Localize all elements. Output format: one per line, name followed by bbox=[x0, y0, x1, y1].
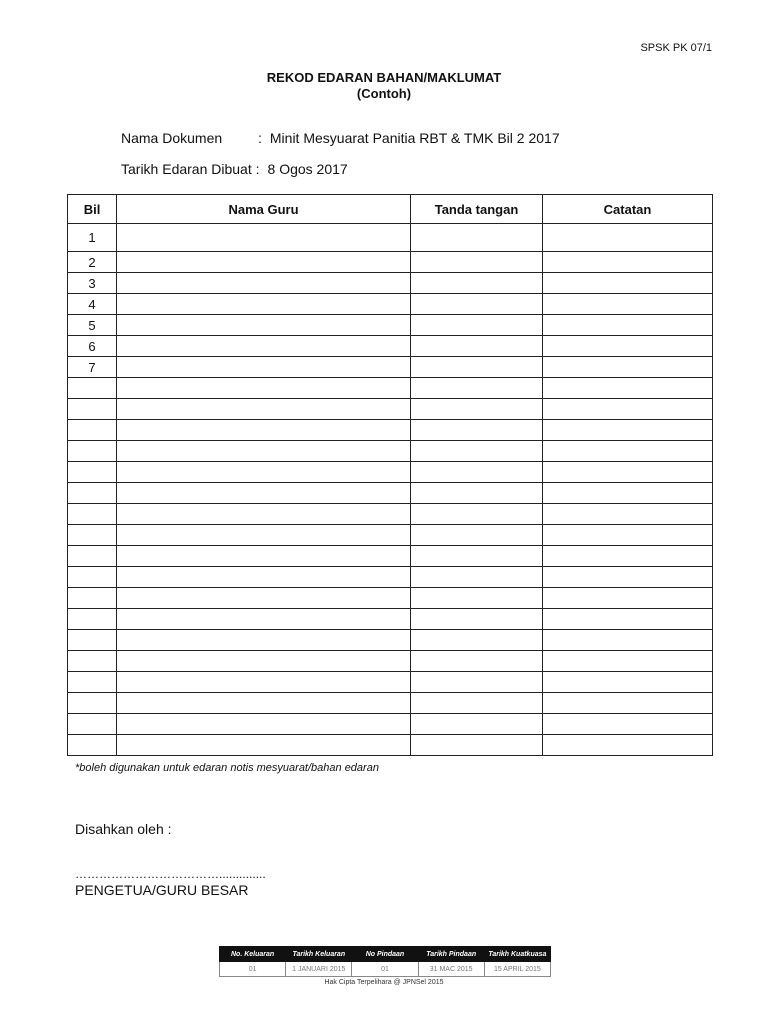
row-catatan-cell[interactable] bbox=[543, 378, 713, 399]
page-subtitle: (Contoh) bbox=[356, 86, 412, 101]
row-catatan-cell[interactable] bbox=[543, 315, 713, 336]
row-bil-cell bbox=[68, 399, 117, 420]
row-bil-cell bbox=[68, 672, 117, 693]
table-header-row bbox=[68, 195, 713, 224]
row-nama-guru-cell[interactable] bbox=[117, 224, 411, 252]
row-nama-guru-cell[interactable] bbox=[117, 462, 411, 483]
row-bil-cell bbox=[68, 630, 117, 651]
row-bil-cell bbox=[68, 462, 117, 483]
circulation-table bbox=[67, 194, 713, 756]
row-catatan-cell[interactable] bbox=[543, 399, 713, 420]
row-tanda-tangan-cell[interactable] bbox=[411, 714, 543, 735]
revision-value: 15 APRIL 2015 bbox=[484, 962, 550, 977]
row-bil-cell bbox=[68, 420, 117, 441]
row-bil-cell: 5 bbox=[68, 315, 117, 336]
table-row bbox=[68, 273, 713, 294]
table-row bbox=[68, 672, 713, 693]
row-catatan-cell[interactable] bbox=[543, 672, 713, 693]
table-row bbox=[68, 378, 713, 399]
table-row bbox=[68, 252, 713, 273]
row-bil-cell: 7 bbox=[68, 357, 117, 378]
row-catatan-cell[interactable] bbox=[543, 462, 713, 483]
row-catatan-cell[interactable] bbox=[543, 504, 713, 525]
revision-header: Tarikh Keluaran bbox=[286, 947, 352, 962]
row-nama-guru-cell[interactable] bbox=[117, 609, 411, 630]
row-bil-cell bbox=[68, 504, 117, 525]
document-heading bbox=[0, 70, 768, 102]
row-bil-cell bbox=[68, 609, 117, 630]
row-tanda-tangan-cell[interactable] bbox=[411, 294, 543, 315]
row-tanda-tangan-cell[interactable] bbox=[411, 672, 543, 693]
row-catatan-cell[interactable] bbox=[543, 588, 713, 609]
row-bil-cell bbox=[68, 714, 117, 735]
row-nama-guru-cell[interactable] bbox=[117, 630, 411, 651]
issue-date-row bbox=[121, 161, 348, 177]
table-row bbox=[68, 567, 713, 588]
copyright-notice: Hak Cipta Terpelihara @ JPNSel 2015 bbox=[324, 979, 444, 986]
table-row bbox=[68, 651, 713, 672]
revision-value: 01 bbox=[220, 962, 286, 977]
row-nama-guru-cell[interactable] bbox=[117, 399, 411, 420]
verified-by-label: Disahkan oleh : bbox=[75, 821, 172, 837]
row-bil-cell: 1 bbox=[68, 224, 117, 252]
row-tanda-tangan-cell[interactable] bbox=[411, 252, 543, 273]
row-tanda-tangan-cell[interactable] bbox=[411, 525, 543, 546]
row-tanda-tangan-cell[interactable] bbox=[411, 735, 543, 756]
revision-header: No Pindaan bbox=[352, 947, 418, 962]
revision-value: 1 JANUARI 2015 bbox=[286, 962, 352, 977]
row-nama-guru-cell[interactable] bbox=[117, 546, 411, 567]
row-bil-cell bbox=[68, 441, 117, 462]
row-tanda-tangan-cell[interactable] bbox=[411, 588, 543, 609]
row-nama-guru-cell[interactable] bbox=[117, 504, 411, 525]
row-nama-guru-cell[interactable] bbox=[117, 420, 411, 441]
row-tanda-tangan-cell[interactable] bbox=[411, 651, 543, 672]
row-nama-guru-cell[interactable] bbox=[117, 294, 411, 315]
row-nama-guru-cell[interactable] bbox=[117, 735, 411, 756]
row-catatan-cell[interactable] bbox=[543, 273, 713, 294]
document-name-separator: : bbox=[258, 130, 262, 146]
row-tanda-tangan-cell[interactable] bbox=[411, 567, 543, 588]
issue-date-label: Tarikh Edaran Dibuat : bbox=[121, 161, 260, 177]
col-header-catatan: Catatan bbox=[543, 195, 713, 224]
row-tanda-tangan-cell[interactable] bbox=[411, 399, 543, 420]
table-row bbox=[68, 483, 713, 504]
signature-line: ……………………………….............. bbox=[75, 867, 266, 881]
table-row bbox=[68, 399, 713, 420]
row-tanda-tangan-cell[interactable] bbox=[411, 483, 543, 504]
row-bil-cell: 6 bbox=[68, 336, 117, 357]
row-bil-cell bbox=[68, 588, 117, 609]
table-row bbox=[68, 630, 713, 651]
revision-value-row bbox=[220, 962, 551, 977]
revision-header-row bbox=[220, 947, 551, 962]
col-header-bil: Bil bbox=[68, 195, 117, 224]
row-bil-cell: 3 bbox=[68, 273, 117, 294]
row-tanda-tangan-cell[interactable] bbox=[411, 378, 543, 399]
issue-date-value: 8 Ogos 2017 bbox=[267, 161, 348, 177]
row-catatan-cell[interactable] bbox=[543, 357, 713, 378]
row-bil-cell: 2 bbox=[68, 252, 117, 273]
row-nama-guru-cell[interactable] bbox=[117, 378, 411, 399]
row-catatan-cell[interactable] bbox=[543, 546, 713, 567]
table-row bbox=[68, 462, 713, 483]
revision-header: Tarikh Pindaan bbox=[418, 947, 484, 962]
col-header-nama-guru: Nama Guru bbox=[117, 195, 411, 224]
row-tanda-tangan-cell[interactable] bbox=[411, 693, 543, 714]
table-row bbox=[68, 441, 713, 462]
row-catatan-cell[interactable] bbox=[543, 336, 713, 357]
row-bil-cell bbox=[68, 735, 117, 756]
table-row bbox=[68, 294, 713, 315]
row-catatan-cell[interactable] bbox=[543, 420, 713, 441]
table-row bbox=[68, 609, 713, 630]
table-row bbox=[68, 357, 713, 378]
row-bil-cell bbox=[68, 693, 117, 714]
row-catatan-cell[interactable] bbox=[543, 224, 713, 252]
row-tanda-tangan-cell[interactable] bbox=[411, 224, 543, 252]
row-catatan-cell[interactable] bbox=[543, 483, 713, 504]
row-tanda-tangan-cell[interactable] bbox=[411, 441, 543, 462]
revision-header: No. Keluaran bbox=[220, 947, 286, 962]
row-nama-guru-cell[interactable] bbox=[117, 672, 411, 693]
row-nama-guru-cell[interactable] bbox=[117, 588, 411, 609]
table-row bbox=[68, 693, 713, 714]
row-tanda-tangan-cell[interactable] bbox=[411, 630, 543, 651]
signatory-position: PENGETUA/GURU BESAR bbox=[75, 882, 249, 898]
row-catatan-cell[interactable] bbox=[543, 252, 713, 273]
table-row bbox=[68, 735, 713, 756]
row-tanda-tangan-cell[interactable] bbox=[411, 273, 543, 294]
table-row bbox=[68, 504, 713, 525]
row-bil-cell bbox=[68, 378, 117, 399]
row-nama-guru-cell[interactable] bbox=[117, 651, 411, 672]
table-row bbox=[68, 714, 713, 735]
revision-header: Tarikh Kuatkuasa bbox=[484, 947, 550, 962]
row-catatan-cell[interactable] bbox=[543, 567, 713, 588]
row-bil-cell bbox=[68, 525, 117, 546]
revision-value: 01 bbox=[352, 962, 418, 977]
row-nama-guru-cell[interactable] bbox=[117, 441, 411, 462]
row-catatan-cell[interactable] bbox=[543, 525, 713, 546]
document-name-label: Nama Dokumen bbox=[121, 130, 223, 146]
row-catatan-cell[interactable] bbox=[543, 630, 713, 651]
row-tanda-tangan-cell[interactable] bbox=[411, 420, 543, 441]
row-tanda-tangan-cell[interactable] bbox=[411, 609, 543, 630]
row-nama-guru-cell[interactable] bbox=[117, 357, 411, 378]
table-row bbox=[68, 420, 713, 441]
row-tanda-tangan-cell[interactable] bbox=[411, 462, 543, 483]
row-bil-cell bbox=[68, 546, 117, 567]
row-nama-guru-cell[interactable] bbox=[117, 714, 411, 735]
col-header-tanda-tangan: Tanda tangan bbox=[411, 195, 543, 224]
row-catatan-cell[interactable] bbox=[543, 651, 713, 672]
row-nama-guru-cell[interactable] bbox=[117, 252, 411, 273]
row-nama-guru-cell[interactable] bbox=[117, 567, 411, 588]
row-bil-cell bbox=[68, 483, 117, 504]
row-tanda-tangan-cell[interactable] bbox=[411, 504, 543, 525]
document-name-row bbox=[121, 130, 560, 146]
document-name-value: Minit Mesyuarat Panitia RBT & TMK Bil 2 2017 bbox=[269, 130, 560, 146]
row-tanda-tangan-cell[interactable] bbox=[411, 546, 543, 567]
row-nama-guru-cell[interactable] bbox=[117, 315, 411, 336]
row-bil-cell: 4 bbox=[68, 294, 117, 315]
revision-table bbox=[219, 946, 551, 977]
revision-value: 31 MAC 2015 bbox=[418, 962, 484, 977]
table-row bbox=[68, 315, 713, 336]
row-catatan-cell[interactable] bbox=[543, 714, 713, 735]
page-title: REKOD EDARAN BAHAN/MAKLUMAT bbox=[266, 70, 502, 85]
row-nama-guru-cell[interactable] bbox=[117, 483, 411, 504]
row-nama-guru-cell[interactable] bbox=[117, 693, 411, 714]
table-row bbox=[68, 525, 713, 546]
row-tanda-tangan-cell[interactable] bbox=[411, 315, 543, 336]
table-row bbox=[68, 546, 713, 567]
row-catatan-cell[interactable] bbox=[543, 441, 713, 462]
row-catatan-cell[interactable] bbox=[543, 294, 713, 315]
table-row bbox=[68, 336, 713, 357]
row-tanda-tangan-cell[interactable] bbox=[411, 357, 543, 378]
usage-note: *boleh digunakan untuk edaran notis mesyuarat/bahan edaran bbox=[75, 762, 379, 774]
row-nama-guru-cell[interactable] bbox=[117, 273, 411, 294]
row-nama-guru-cell[interactable] bbox=[117, 525, 411, 546]
row-catatan-cell[interactable] bbox=[543, 735, 713, 756]
table-row bbox=[68, 224, 713, 252]
row-nama-guru-cell[interactable] bbox=[117, 336, 411, 357]
row-tanda-tangan-cell[interactable] bbox=[411, 336, 543, 357]
row-bil-cell bbox=[68, 567, 117, 588]
form-code: SPSK PK 07/1 bbox=[640, 42, 712, 54]
table-row bbox=[68, 588, 713, 609]
row-bil-cell bbox=[68, 651, 117, 672]
row-catatan-cell[interactable] bbox=[543, 693, 713, 714]
row-catatan-cell[interactable] bbox=[543, 609, 713, 630]
